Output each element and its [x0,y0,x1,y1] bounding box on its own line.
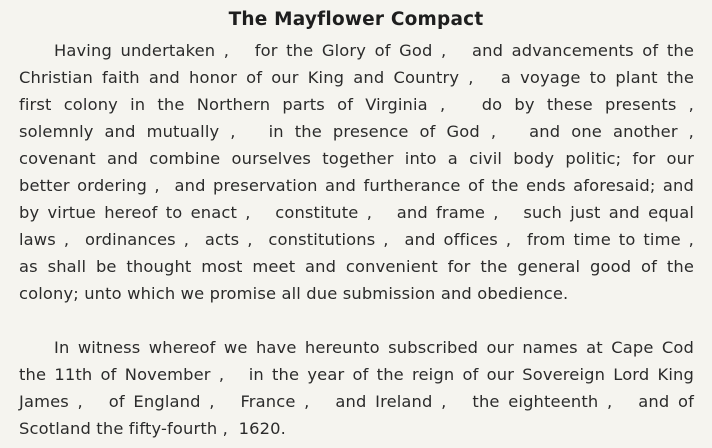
text-line: laws , ordinances , acts , constitutions , and offices , from time to time , [19,230,694,249]
text-line: covenant and combine ourselves together into a civil body politic; for our [19,149,694,168]
text-line: as shall be thought most meet and convenient for the general good of the [19,257,694,276]
text-line: first colony in the Northern parts of Virginia , do by these presents , [19,95,694,114]
text-line: better ordering , and preservation and furtherance of the ends aforesaid; and [19,176,694,195]
text-line: James , of England , France , and Ireland , the eighteenth , and of [19,392,694,411]
text-line: solemnly and mutually , in the presence of God , and one another , [19,122,694,141]
document-title: The Mayflower Compact [228,9,484,30]
text-line: Having undertaken , for the Glory of God , and advancements of the [54,41,694,60]
text-line: Christian faith and honor of our King and Country , a voyage to plant the [19,68,694,87]
text-line: colony; unto which we promise all due submission and obedience. [19,284,569,303]
text-line: the 11th of November , in the year of the reign of our Sovereign Lord King [19,365,694,384]
text-line: In witness whereof we have hereunto subscribed our names at Cape Cod [54,338,694,357]
text-line: by virtue hereof to enact , constitute , and frame , such just and equal [19,203,694,222]
text-line: Scotland the fifty-fourth , 1620. [19,419,286,438]
